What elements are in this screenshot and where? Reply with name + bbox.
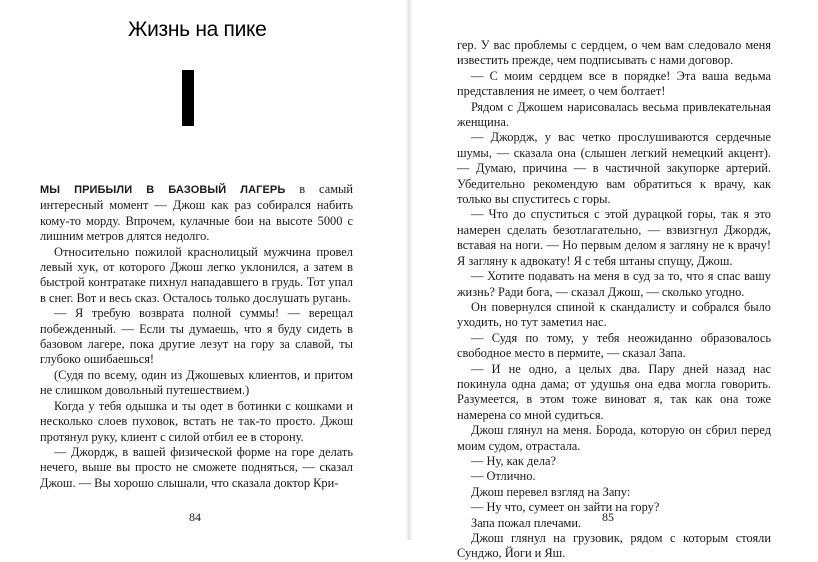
chapter-number <box>182 70 194 126</box>
continued-paragraph: гер. У вас проблемы с сердцем, о чем вам следовало меня известить прежде, чем подписывать с нами договор. <box>457 38 771 68</box>
page-number-left: 84 <box>189 510 201 524</box>
paragraph: Джош перевел взгляд на Запу: <box>471 484 631 499</box>
right-page <box>409 0 818 561</box>
paragraph: Относительно пожилой краснолицый мужчина провел левый хук, от которого Джош легко уклонился, а затем в быстрой контратаке пихнул нападавшего в грудь. Тот упал в снег. Вот и весь сказ. Осталось только дослушать ругань. <box>40 244 353 305</box>
opening-paragraph-text: в самый интересный момент — Джош как раз собирался набить кому-то морду. Впрочем, кулачные бои на высоте 5000 с лишним метров длятся недолго. <box>40 182 353 244</box>
paragraph: — Хотите подавать на меня в суд за то, что я спас вашу жизнь? Ради бога, — сказал Джош, — сколько угодно. <box>457 269 771 299</box>
chapter-title: Жизнь на пике <box>128 18 267 41</box>
paragraph: Запа пожал плечами. <box>471 515 582 530</box>
left-page <box>0 0 409 540</box>
paragraph: — И не одно, а целых два. Пару дней назад нас покинула одна дама; от удушья она едва могла говорить. Разумеется, в этом тоже виноват я, так как она тоже намерена со мной судиться. <box>457 361 771 422</box>
right-page-body <box>457 38 771 562</box>
paragraph: — Джордж, в вашей физической форме на горе делать нечего, выше вы просто не сможете подняться, — сказал Джош. — Вы хорошо слышали, что сказала доктор Кри- <box>40 444 353 490</box>
paragraph: Он повернулся спиной к скандалисту и собрался было уходить, но тут заметил нас. <box>457 299 771 330</box>
paragraph: Когда у тебя одышка и ты одет в ботинки с кошками и несколько слоев пуховок, встать не так-то просто. Джош протянул руку, клиент с силой отбил ее в сторону. <box>40 398 353 444</box>
paragraph: — Джордж, у вас четко прослушиваются сердечные шумы, — сказала она (слышен легкий немецкий акцент). — Думаю, причина — в частичной закупорке артерий. Убедительно рекомендую вам обратиться к врачу, как только вы спуститесь с горы. <box>457 130 771 207</box>
left-page-body <box>40 182 353 491</box>
paragraph: — Ну, как дела? <box>471 453 557 468</box>
paragraph: Джош глянул на грузовик, рядом с которым стояли Сунджо, Йоги и Яш. <box>457 531 771 561</box>
paragraph: — Судя по тому, у тебя неожиданно образовалось свободное место в пермите, — сказал Запа. <box>457 330 771 361</box>
lead-in: МЫ ПРИБЫЛИ В БАЗОВЫЙ ЛАГЕРЬ <box>40 184 286 196</box>
opening-paragraph <box>40 182 353 245</box>
paragraph: Рядом с Джошем нарисовалась весьма привлекательная женщина. <box>457 99 771 130</box>
paragraph: Джош глянул на меня. Борода, которую он сбрил перед моим судом, отрастала. <box>457 423 771 453</box>
paragraph: — Что до спуститься с этой дурацкой горы, так я это намерен сделать безотлагательно, — взвизгнул Джордж, вставая на ноги. — Но первым делом я загляну не к врачу! Я загляну к адвокату! Я с тебя штаны спущу, Джош. <box>457 207 771 268</box>
paragraph: — Отлично. <box>471 469 536 484</box>
paragraph: — Я требую возврата полной суммы! — верещал побежденный. — Если ты думаешь, что я буду сидеть в базовом лагере, пока другие лезут на гору за славой, ты глубоко ошибаешься! <box>40 306 353 367</box>
paragraph: (Судя по всему, один из Джошевых клиентов, и притом не слишком довольный путешествием.) <box>40 367 353 398</box>
paragraph: — С моим сердцем все в порядке! Эта ваша ведьма представления не имеет, о чем болтает! <box>457 68 771 99</box>
paragraph: — Ну что, сумеет он зайти на гору? <box>471 500 660 515</box>
page-number-right: 85 <box>602 510 614 524</box>
